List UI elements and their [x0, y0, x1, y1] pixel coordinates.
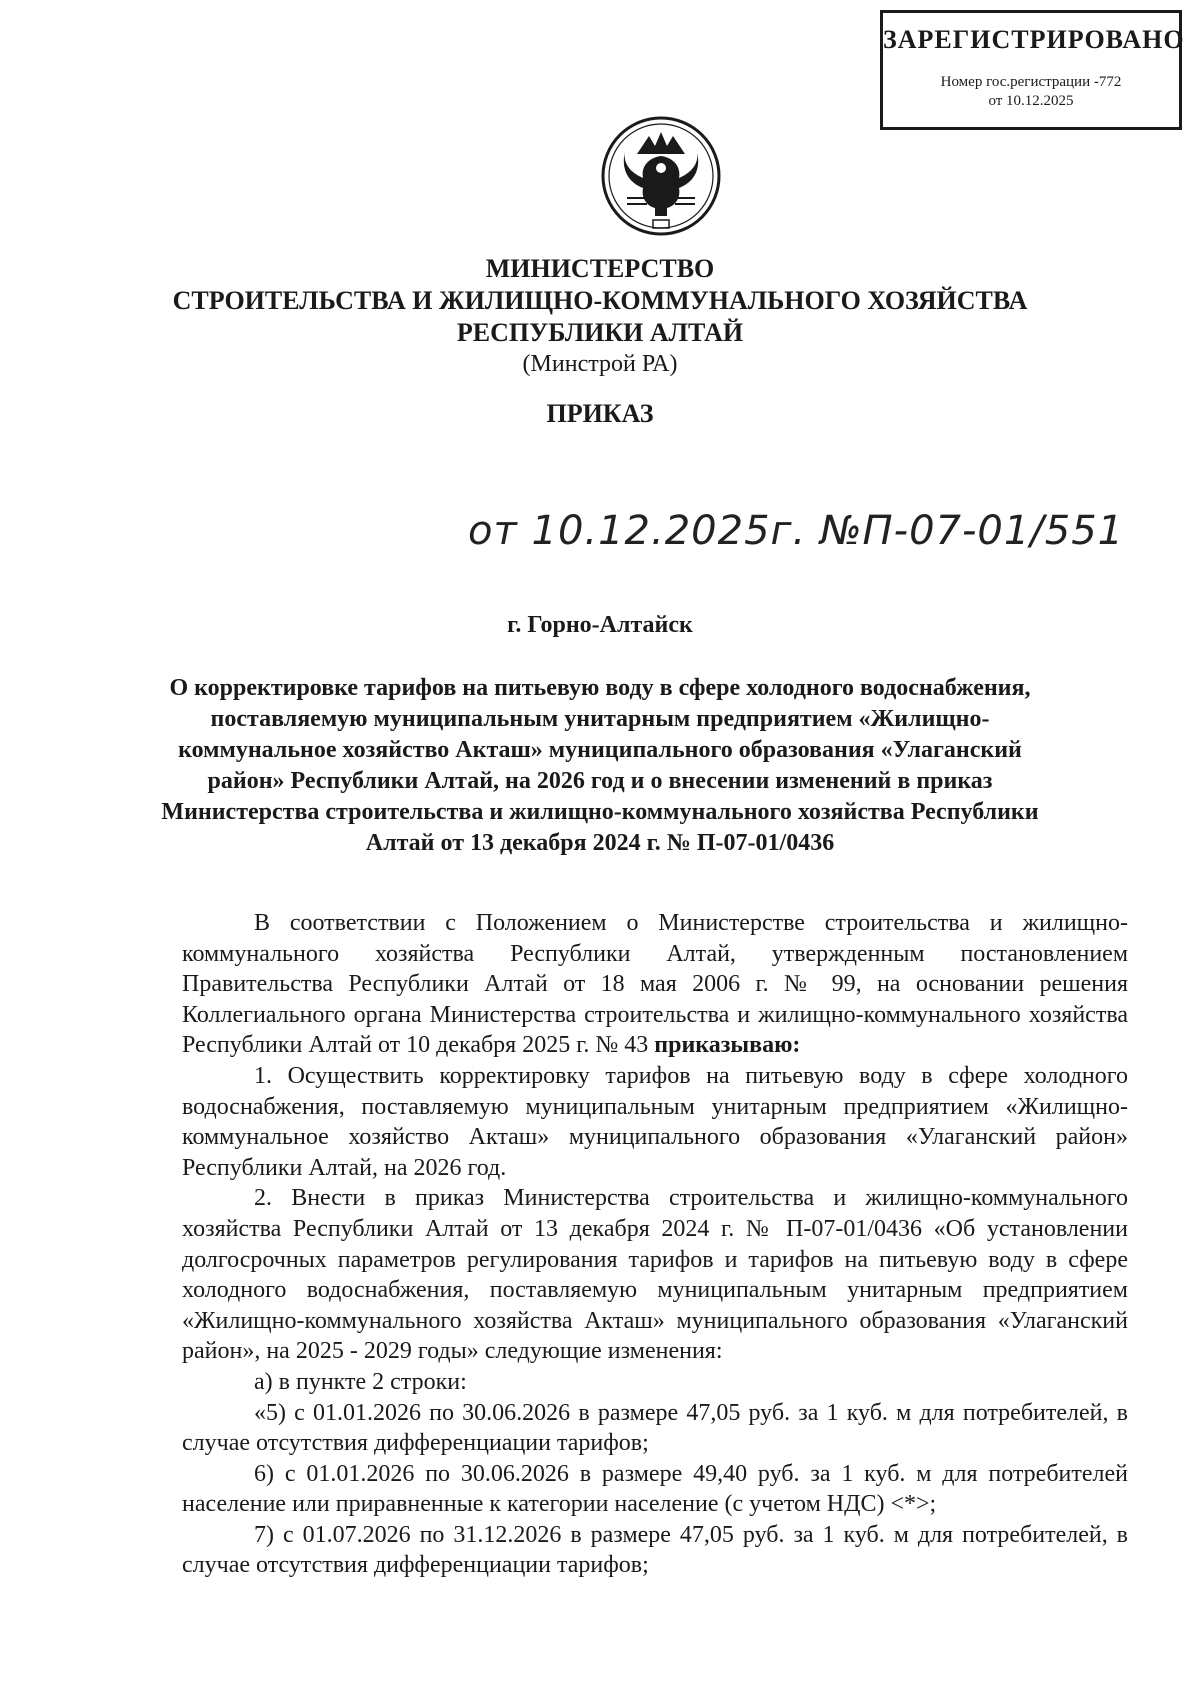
paragraph-item-2: 2. Внести в приказ Министерства строительства и жилищно-коммунального хозяйства Республики Алтай от 13 декабря 2024 г. № П-07-01/0436 «Об установлении долгосрочных параметров регулирования тарифов и тарифов на питьевую воду в сфере холодного водоснабжения, поставляемую муниципальным унитарным предприятием «Жилищно-коммунального хозяйства Акташ» муниципального образования «Улаганский район», на 2025 - 2029 годы» следующие изменения: — [182, 1185, 1128, 1365]
order-body — [182, 908, 1128, 1581]
paragraph-preamble — [182, 908, 1128, 1061]
stamp-reg-date: от 10.12.2025 — [988, 93, 1074, 109]
paragraph-line-5: «5) с 01.01.2026 по 30.06.2026 в размере 47,05 руб. за 1 куб. м для потребителей, в случае отсутствия дифференциации тарифов; — [182, 1399, 1128, 1457]
preamble-order-word: приказываю: — [654, 1032, 801, 1059]
paragraph-subitem-a: а) в пункте 2 строки: — [254, 1368, 467, 1395]
registration-stamp — [880, 10, 1185, 130]
header-short-name: (Минстрой РА) — [522, 351, 678, 377]
paragraph-item-1: 1. Осуществить корректировку тарифов на питьевую воду в сфере холодного водоснабжения, поставляемую муниципальным унитарным предприятием «Жилищно-коммунальное хозяйство Акташ» муниципального образования «Улаганский район» Республики Алтай, на 2026 год. — [182, 1062, 1128, 1181]
stamp-reg-number: Номер гос.регистрации -772 — [940, 74, 1122, 90]
preamble-text: В соответствии с Положением о Министерстве строительства и жилищно-коммунального хозяйства Республики Алтай, утвержденным постановлением Правительства Республики Алтай от 18 мая 2006 г. № 99, на основании решения Коллегиального органа Министерства строительства и жилищно-коммунального хозяйства Республики Алтай от 10 декабря 2025 г. № 43 — [182, 910, 1128, 1059]
header-line-1: МИНИСТЕРСТВО — [485, 254, 715, 283]
header-line-2: СТРОИТЕЛЬСТВА И ЖИЛИЩНО-КОММУНАЛЬНОГО ХОЗЯЙСТВА — [172, 286, 1028, 315]
coat-of-arms-icon — [597, 112, 725, 240]
city: г. Горно-Алтайск — [507, 612, 693, 638]
stamp-title: ЗАРЕГИСТРИРОВАНО — [883, 25, 1185, 54]
doc-type — [0, 398, 1200, 430]
doc-type-label: ПРИКАЗ — [546, 399, 654, 428]
order-subject: О корректировке тарифов на питьевую воду в сфере холодного водоснабжения, поставляемую муниципальным унитарным предприятием «Жилищно-коммунальное хозяйство Акташ» муниципального образования «Улаганский район» Республики Алтай, на 2026 год и о внесении изменений в приказ Министерства строительства и жилищно-коммунального хозяйства Республики Алтай от 13 декабря 2024 г. № П-07-01/0436 — [161, 675, 1039, 856]
paragraph-line-7: 7) с 01.07.2026 по 31.12.2026 в размере 47,05 руб. за 1 куб. м для потребителей, в случае отсутствия дифференциации тарифов; — [182, 1521, 1128, 1579]
paragraph-line-6: 6) с 01.01.2026 по 30.06.2026 в размере 49,40 руб. за 1 куб. м для потребителей население или приравненные к категории население (с учетом НДС) <*>; — [182, 1460, 1128, 1518]
handwritten-date-number: от 10.12.2025г. №П-07-01/551 — [468, 508, 1125, 554]
ministry-header — [0, 253, 1200, 379]
header-line-3: РЕСПУБЛИКИ АЛТАЙ — [456, 318, 744, 347]
